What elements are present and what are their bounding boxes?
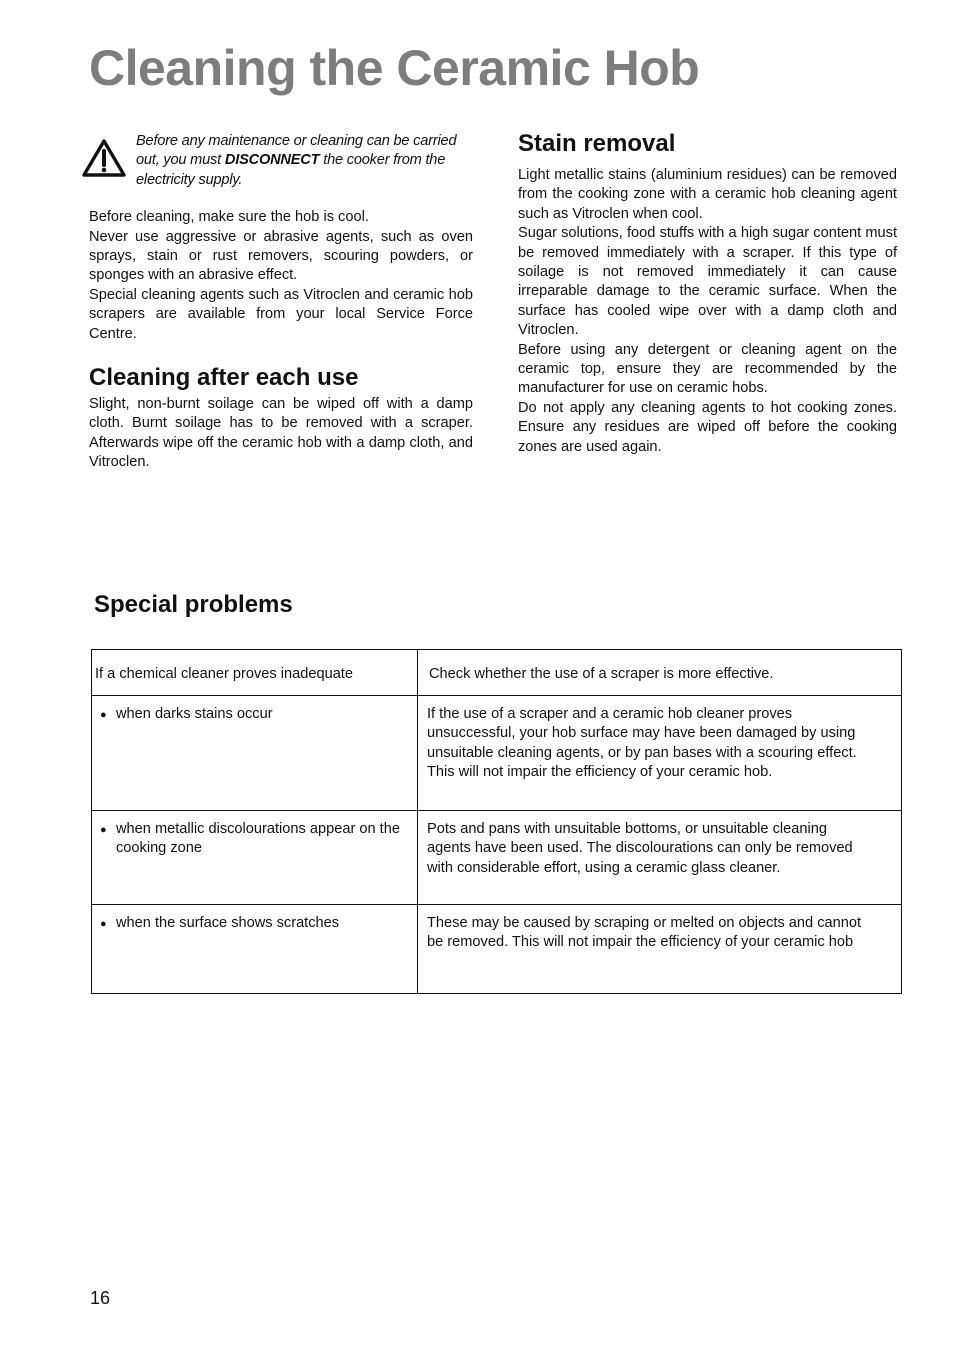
after-use-text: Slight, non-burnt soilage can be wiped off with a damp cloth. Burnt soilage has to be removed with a scraper. Afterwards wipe off the ceramic hob with a damp cloth, and Vitroclen. [89,396,473,471]
table-cell [92,905,418,994]
warning-triangle-icon [81,138,127,178]
solution-text: These may be caused by scraping or melted on objects and cannot be removed. This will not impair the efficiency of your ceramic hob [427,915,862,951]
warning-text-before: Before any maintenance or cleaning can be carried out, you must [136,133,457,169]
after-use-heading: Cleaning after each use [89,364,359,392]
problem-item [92,811,417,867]
bullet-icon: ● [100,918,107,930]
warning-notice [89,132,473,190]
table-header-row [92,650,902,696]
page-title: Cleaning the Ceramic Hob [89,40,700,96]
header-left: If a chemical cleaner proves inadequate [95,666,353,682]
stain-paragraph: Do not apply any cleaning agents to hot cooking zones. Ensure any residues are wiped off before the cooking zones are used again. [518,399,897,455]
intro-paragraph: Special cleaning agents such as Vitroclen and ceramic hob scrapers are available from your local Service Force Centre. [89,286,473,342]
table-cell [418,905,902,994]
left-column [89,130,473,473]
right-column [518,130,897,457]
problem-text: when metallic discolourations appear on the cooking zone [116,821,400,857]
problem-item [92,696,417,733]
solution-text: Pots and pans with unsuitable bottoms, or unsuitable cleaning agents have been used. The discolourations can only be removed with considerable effort, using a ceramic glass cleaner. [427,821,853,876]
intro-paragraph: Never use aggressive or abrasive agents, such as oven sprays, stain or rust removers, scouring powders, or sponges with an abrasive effect. [89,228,473,284]
problem-text: when the surface shows scratches [116,915,340,931]
intro-paragraph: Before cleaning, make sure the hob is cool. [89,209,369,226]
solution-text: If the use of a scraper and a ceramic hob cleaner proves unsuccessful, your hob surface may have been damaged by using unsuitable cleaning agents, or by pan bases with a scouring effect. This will not impair the efficiency of your ceramic hob. [427,706,857,781]
table-row [92,905,902,994]
warning-text [136,132,473,190]
table-cell [92,811,418,905]
table-cell [418,650,902,696]
page-number: 16 [90,1288,111,1308]
stain-paragraph: Before using any detergent or cleaning agent on the ceramic top, ensure they are recommended by the manufacturer for use on ceramic hobs. [518,341,897,397]
warning-text-after: the cooker from the electricity supply. [136,152,446,188]
table-cell [418,696,902,811]
table-row [92,696,902,811]
intro-text [89,208,473,344]
special-problems-table [91,649,902,994]
warning-text-bold: DISCONNECT [224,152,320,169]
stain-paragraph: Light metallic stains (aluminium residues) can be removed from the cooking zone with a ceramic hob cleaning agent such as Vitroclen when cool. [518,167,897,222]
bullet-icon: ● [100,824,107,836]
bullet-icon: ● [100,709,107,721]
stain-removal-heading: Stain removal [518,130,676,157]
problem-item [92,905,417,942]
table-cell [92,650,418,696]
table-cell [92,696,418,811]
table-row [92,811,902,905]
table-cell [418,811,902,905]
header-right: Check whether the use of a scraper is more effective. [429,666,774,682]
special-problems-heading: Special problems [94,591,293,618]
problem-text: when darks stains occur [116,706,273,722]
stain-paragraph: Sugar solutions, food stuffs with a high sugar content must be removed immediately with a scraper. If this type of soilage is not removed immediately it can cause irreparable damage to the ceramic surface. When the surface has cooled wipe over with a damp cloth and Vitroclen. [518,225,897,339]
